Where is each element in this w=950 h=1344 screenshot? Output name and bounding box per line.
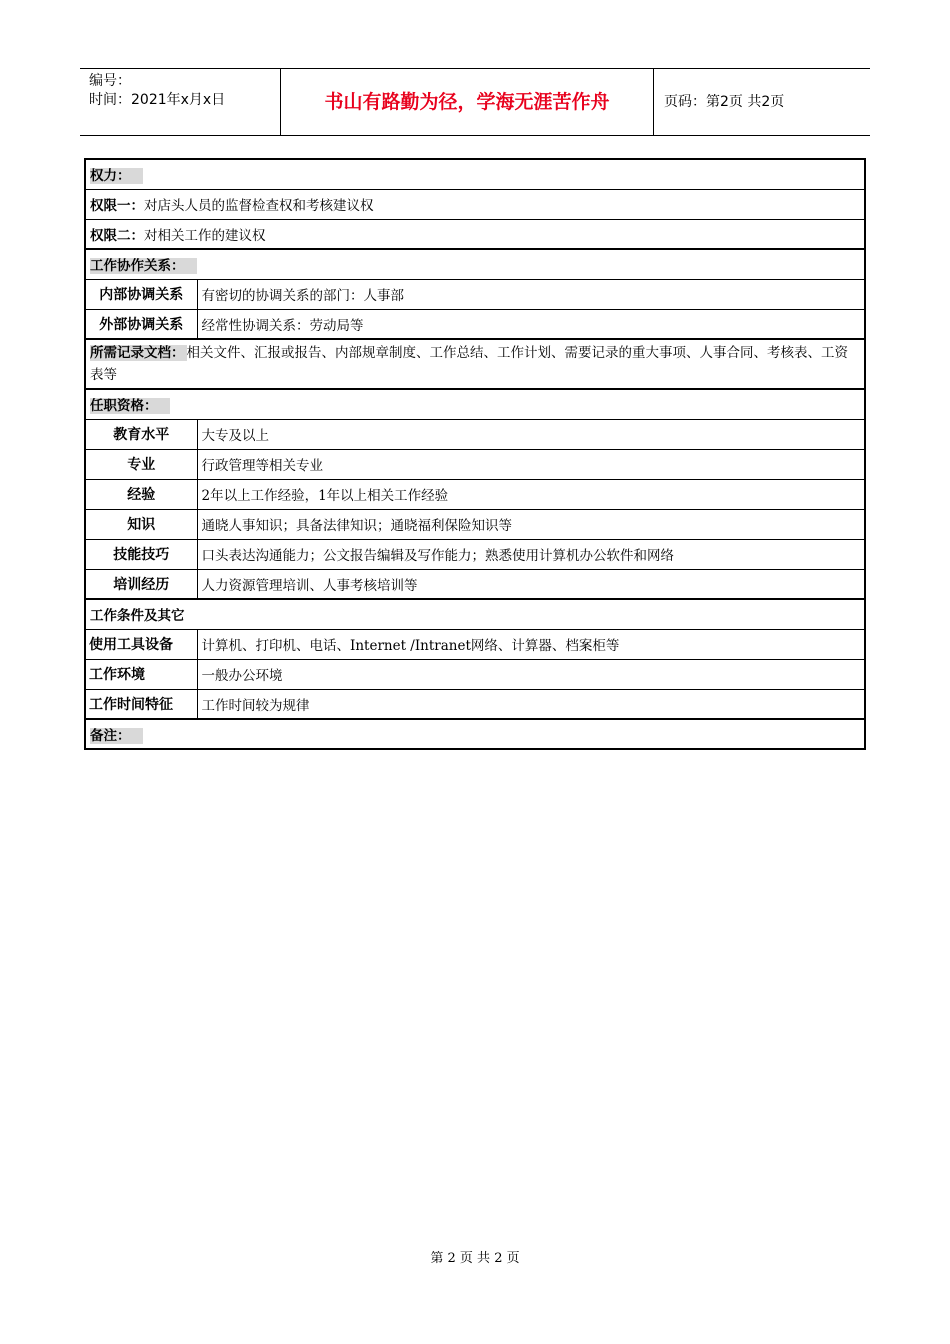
qualification-row	[85, 509, 865, 539]
qualification-label: 知识	[85, 509, 197, 539]
qualification-label: 培训经历	[85, 569, 197, 599]
condition-label: 使用工具设备	[85, 629, 197, 659]
conditions-heading-row	[85, 599, 865, 629]
condition-value: 工作时间较为规律	[197, 689, 865, 719]
qualification-value: 行政管理等相关专业	[197, 449, 865, 479]
qualification-value: 大专及以上	[197, 419, 865, 449]
external-coordination-value: 经常性协调关系：劳动局等	[197, 309, 865, 339]
qualification-row	[85, 479, 865, 509]
condition-row	[85, 689, 865, 719]
cooperation-heading: 工作协作关系：	[90, 258, 197, 274]
header-meta	[80, 69, 281, 135]
qualifications-heading: 任职资格：	[90, 398, 170, 414]
page-footer: 第 2 页 共 2 页	[430, 1251, 520, 1266]
qualification-label: 技能技巧	[85, 539, 197, 569]
authority-2-text: 对相关工作的建议权	[144, 227, 266, 244]
document-date: 时间：2021年x月x日	[89, 92, 226, 108]
external-coordination-row	[85, 309, 865, 339]
header-motto: 书山有路勤为径，学海无涯苦作舟	[281, 69, 654, 135]
external-coordination-label: 外部协调关系	[85, 309, 197, 339]
internal-coordination-value: 有密切的协调关系的部门：人事部	[197, 279, 865, 309]
qualification-value: 人力资源管理培训、人事考核培训等	[197, 569, 865, 599]
authority-heading-row	[85, 159, 865, 189]
qualification-label: 经验	[85, 479, 197, 509]
records-label: 所需记录文档：	[90, 345, 185, 361]
internal-coordination-label: 内部协调关系	[85, 279, 197, 309]
records-text: 相关文件、汇报或报告、内部规章制度、工作总结、工作计划、需要记录的重大事项、人事合同、考核表、工资表等	[90, 345, 848, 383]
records-row	[85, 339, 865, 389]
authority-2-label: 权限二：	[90, 227, 144, 244]
remarks-row	[85, 719, 865, 749]
condition-label: 工作环境	[85, 659, 197, 689]
conditions-heading: 工作条件及其它	[90, 608, 185, 625]
qualification-value: 2年以上工作经验，1年以上相关工作经验	[197, 479, 865, 509]
authority-heading: 权力：	[90, 168, 143, 184]
qualification-row	[85, 539, 865, 569]
authority-1-text: 对店头人员的监督检查权和考核建议权	[144, 198, 374, 214]
cooperation-heading-row	[85, 249, 865, 279]
remarks-heading: 备注：	[90, 728, 143, 744]
condition-value: 一般办公环境	[197, 659, 865, 689]
condition-row	[85, 659, 865, 689]
qualification-label: 教育水平	[85, 419, 197, 449]
document-number-label: 编号：	[89, 73, 131, 89]
qualifications-heading-row	[85, 389, 865, 419]
header-page-info: 页码：第2页 共2页	[664, 94, 785, 110]
qualification-value: 口头表达沟通能力；公文报告编辑及写作能力；熟悉使用计算机办公软件和网络	[197, 539, 865, 569]
authority-row-1	[85, 189, 865, 219]
qualification-row	[85, 449, 865, 479]
internal-coordination-row	[85, 279, 865, 309]
qualification-value: 通晓人事知识；具备法律知识；通晓福利保险知识等	[197, 509, 865, 539]
qualification-row	[85, 569, 865, 599]
qualification-label: 专业	[85, 449, 197, 479]
authority-1-label: 权限一：	[90, 198, 144, 214]
page-header	[80, 68, 870, 136]
authority-row-2	[85, 219, 865, 249]
condition-row	[85, 629, 865, 659]
qualification-row	[85, 419, 865, 449]
job-description-table	[84, 158, 866, 750]
condition-value: 计算机、打印机、电话、Internet /Intranet网络、计算器、档案柜等	[197, 629, 865, 659]
condition-label: 工作时间特征	[85, 689, 197, 719]
